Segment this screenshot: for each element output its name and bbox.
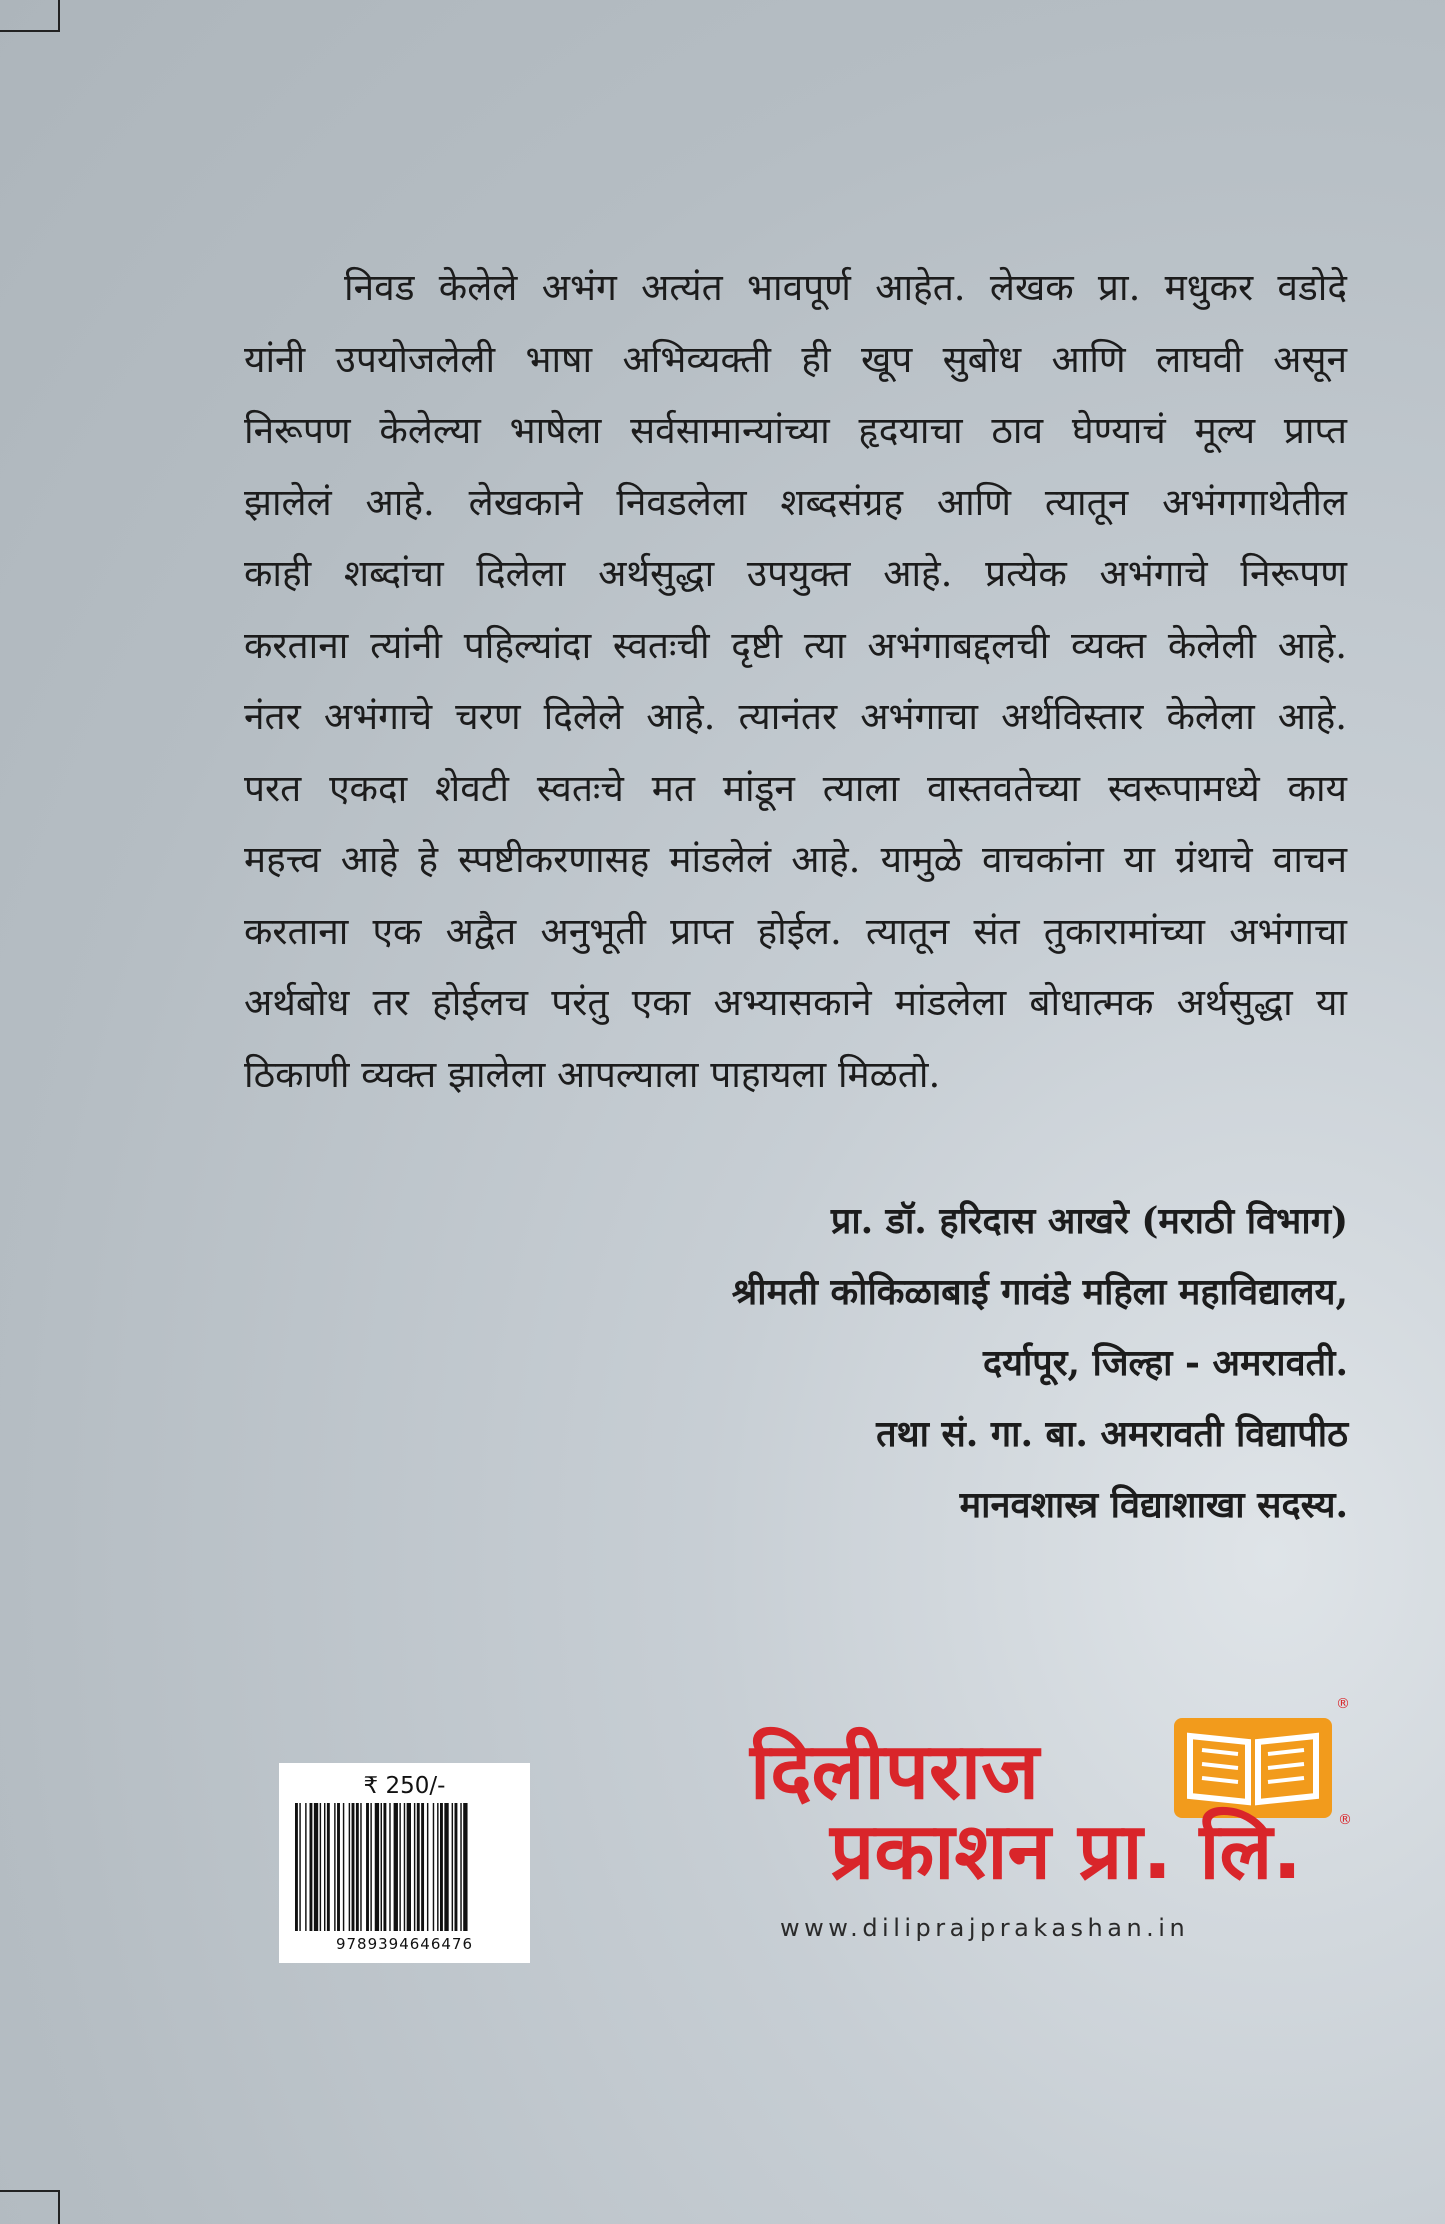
blurb-line: अर्थबोध तर होईलच परंतु एका अभ्यासकाने मांडलेला बोधात्मक अर्थसुद्धा या xyxy=(244,981,1347,1024)
registered-mark: ® xyxy=(1338,1812,1352,1828)
blurb-line: निरूपण केलेल्या भाषेला सर्वसामान्यांच्या हृदयाचा ठाव घेण्याचं मूल्य प्राप्त xyxy=(244,409,1347,452)
registered-mark: ® xyxy=(1336,1696,1350,1712)
blurb-line: करताना त्यांनी पहिल्यांदा स्वतःची दृष्टी त्या अभंगाबद्दलची व्यक्त केलेली आहे. xyxy=(244,623,1347,667)
signature-line: तथा सं. गा. बा. अमरावती विद्यापीठ xyxy=(876,1413,1348,1455)
publisher-logo xyxy=(750,1727,1330,1897)
publisher-name-line2: प्रकाशन प्रा. लि. xyxy=(830,1807,1303,1897)
blurb-line: झालेलं आहे. लेखकाने निवडलेला शब्दसंग्रह आणि त्यातून अभंगगाथेतील xyxy=(244,480,1347,524)
crop-mark-bottom-left-horizontal xyxy=(0,2190,60,2192)
crop-mark-top-left-horizontal xyxy=(0,30,60,32)
publisher-name-line1: दिलीपराज xyxy=(750,1727,1039,1817)
blurb-line: काही शब्दांचा दिलेला अर्थसुद्धा उपयुक्त आहे. प्रत्येक अभंगाचे निरूपण xyxy=(244,552,1347,595)
signature-line: प्रा. डॉ. हरिदास आखरे (मराठी विभाग) xyxy=(830,1200,1348,1242)
barcode-label xyxy=(279,1763,530,1963)
blurb-line: महत्त्व आहे हे स्पष्टीकरणासह मांडलेलं आहे. यामुळे वाचकांना या ग्रंथाचे वाचन xyxy=(244,838,1347,881)
publisher-website: www.diliprajprakashan.in xyxy=(780,1914,1190,1942)
reviewer-signature xyxy=(420,1186,1348,1541)
price-text: ₹ 250/- xyxy=(363,1773,446,1799)
blurb-line: परत एकदा शेवटी स्वतःचे मत मांडून त्याला वास्तवतेच्या स्वरूपामध्ये काय xyxy=(244,766,1347,810)
barcode-icon xyxy=(293,1803,516,1935)
crop-mark-top-left xyxy=(58,0,60,30)
signature-line: मानवशास्त्र विद्याशाखा सदस्य. xyxy=(959,1484,1348,1526)
blurb-line: निवड केलेले अभंग अत्यंत भावपूर्ण आहेत. लेखक प्रा. मधुकर वडोदे xyxy=(344,266,1347,309)
isbn-number: 9789394646476 xyxy=(335,1935,474,1953)
crop-mark-bottom-left xyxy=(58,2190,60,2224)
blurb-paragraph xyxy=(244,252,1347,1110)
blurb-line: यांनी उपयोजलेली भाषा अभिव्यक्ती ही खूप सुबोध आणि लाघवी असून xyxy=(244,337,1347,381)
blurb-line: ठिकाणी व्यक्त झालेला आपल्याला पाहायला मिळतो. xyxy=(244,1052,941,1096)
blurb-line: नंतर अभंगाचे चरण दिलेले आहे. त्यानंतर अभंगाचा अर्थविस्तार केलेला आहे. xyxy=(244,695,1347,738)
signature-line: दर्यापूर, जिल्हा - अमरावती. xyxy=(982,1342,1348,1384)
blurb-line: करताना एक अद्वैत अनुभूती प्राप्त होईल. त्यातून संत तुकारामांच्या अभंगाचा xyxy=(244,909,1347,953)
signature-line: श्रीमती कोकिळाबाई गावंडे महिला महाविद्यालय, xyxy=(731,1271,1348,1313)
